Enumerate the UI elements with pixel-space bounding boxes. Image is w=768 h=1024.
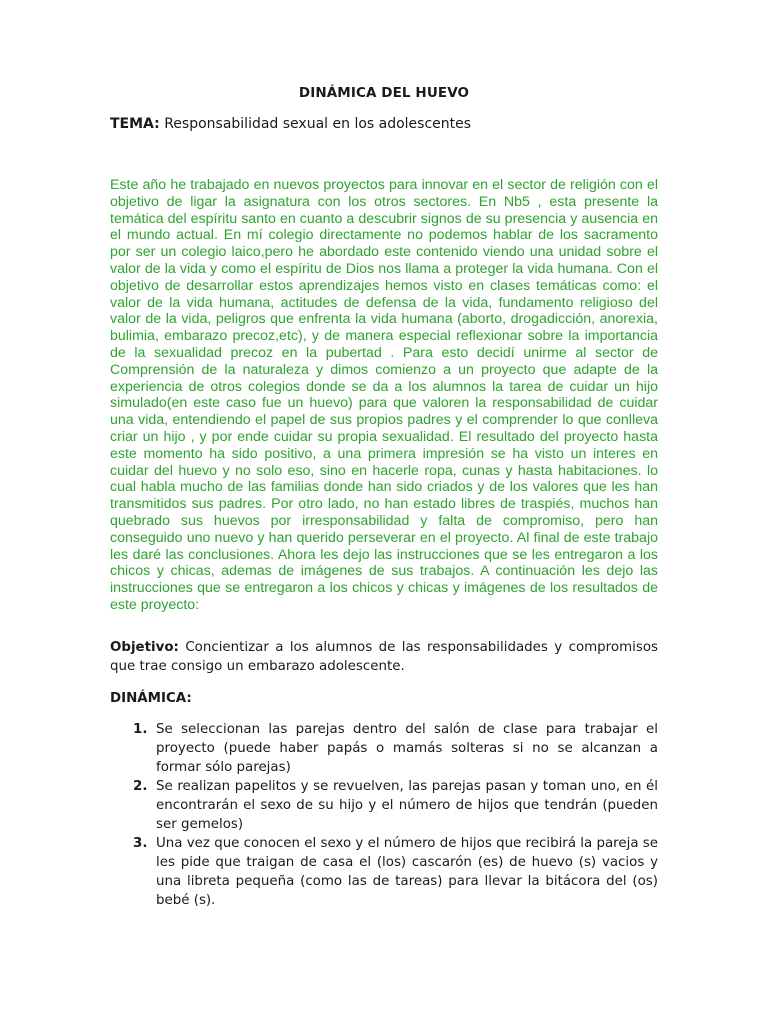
- list-item: [110, 720, 658, 777]
- document-page: [110, 84, 658, 910]
- list-item-number: 1.: [133, 722, 148, 738]
- list-item-text: Una vez que conocen el sexo y el número de hijos que recibirá la pareja se les pide que traigan de casa el (los) cascarón (es) de huevo (s) vacios y una libreta pequeña (como las de tareas) para llevar la bitácora del (os) bebé (s).: [156, 836, 659, 909]
- dinamica-heading: DINÁMICA:: [110, 691, 192, 707]
- tema-label: TEMA:: [110, 116, 160, 132]
- tema-text: Responsabilidad sexual en los adolescentes: [164, 116, 472, 132]
- list-item-number: 2.: [133, 779, 148, 795]
- steps-list: [110, 720, 658, 910]
- list-item-text: Se realizan papelitos y se revuelven, las parejas pasan y toman uno, en él encontrarán el sexo de su hijo y el número de hijos que tendrán (pueden ser gemelos): [156, 779, 658, 833]
- document-title: DINÁMICA DEL HUEVO: [298, 85, 470, 101]
- objetivo-text: Concientizar a los alumnos de las responsabilidades y compromisos que trae consigo un embarazo adolescente.: [110, 639, 658, 674]
- objetivo-paragraph: [110, 638, 658, 676]
- list-item: [110, 777, 658, 834]
- list-item-text: Se seleccionan las parejas dentro del salón de clase para trabajar el proyecto (puede haber papás o mamás solteras si no se alcanzan a formar sólo parejas): [156, 722, 658, 776]
- intro-paragraph: Este año he trabajado en nuevos proyectos para innovar en el sector de religión con el objetivo de ligar la asignatura con los otros sectores. En Nb5 , esta presente la temática del espíritu santo en cuanto a descubrir signos de su presencia y ausencia en el mundo actual. En mí colegio directamente no podemos hablar de los sacramento por ser un colegio laico,pero he abordado este contenido viendo una unidad sobre el valor de la vida y como el espíritu de Dios nos llama a proteger la vida humana. Con el objetivo de desarrollar estos aprendizajes hemos visto en clases temáticas como: el valor de la vida humana, actitudes de defensa de la vida, fundamento religioso del valor de la vida, peligros que enfrenta la vida humana (aborto, drogadicción, anorexia, bulimia, embarazo precoz,etc), y de manera especial reflexionar sobre la importancia de la sexualidad precoz en la pubertad . Para esto decidí unirme al sector de Comprensión de la naturaleza y dimos comienzo a un proyecto que adapte de la experiencia de otros colegios donde se da a los alumnos la tarea de cuidar un hijo simulado(en este caso fue un huevo) para que valoren la responsabilidad de cuidar una vida, entendiendo el papel de sus propios padres y el comprender lo que conlleva criar un hijo , y por ende cuidar su propia sexualidad. El resultado del proyecto hasta este momento ha sido positivo, a una primera impresión se ha visto un interes en cuidar del huevo y no solo eso, sino en hacerle ropa, cunas y hasta habitaciones. lo cual habla mucho de las familias donde han sido criados y de los valores que les han transmitidos sus padres. Por otro lado, no han estado libres de traspiés, muchos han quebrado sus huevos por irresponsabilidad y falta de compromiso, pero han conseguido uno nuevo y han querido perseverar en el proyecto. Al final de este trabajo les daré las conclusiones. Ahora les dejo las instrucciones que se les entregaron a los chicos y chicas, ademas de imágenes de sus trabajos. A continuación les dejo las instrucciones que se entregaron a los chicos y chicas y imágenes de los resultados de este proyecto:: [110, 177, 658, 613]
- objetivo-label: Objetivo:: [110, 639, 179, 655]
- list-item: [110, 834, 658, 910]
- tema-line: [110, 114, 658, 134]
- list-item-number: 3.: [133, 836, 148, 852]
